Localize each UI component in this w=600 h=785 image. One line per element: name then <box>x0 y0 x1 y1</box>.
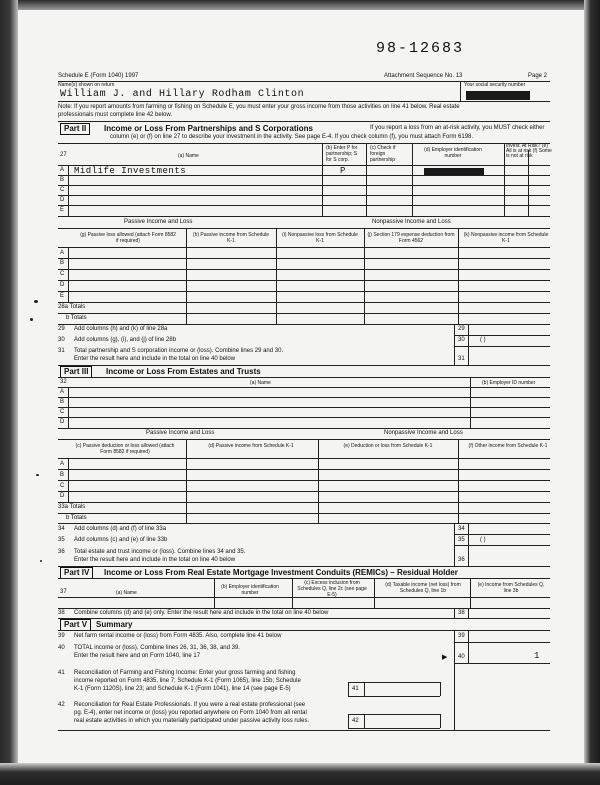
line-40-box: 40 <box>458 654 465 660</box>
part-iii-col-e: (e) Deduction or loss from Schedule K-1 <box>343 443 433 449</box>
row-letter: B <box>60 399 65 405</box>
scan-speck <box>36 474 39 476</box>
part-v-title: Summary <box>96 620 133 629</box>
row-letter: C <box>60 187 65 193</box>
line-35-box: 35 <box>458 537 465 543</box>
scan-edge-right <box>584 0 600 785</box>
line-34-num: 34 <box>58 526 65 532</box>
line-36-text-1: Total estate and trust income or (loss). Combine lines 34 and 35. <box>74 549 246 555</box>
col-i-header: (i) Nonpassive loss from Schedule K-1 <box>282 232 358 244</box>
line-32-number: 32 <box>60 379 67 385</box>
line-27-number: 27 <box>60 152 67 158</box>
line-40-arrow-icon: ▶ <box>442 654 448 661</box>
line-30-text: Add columns (g), (i), and (j) of line 28b <box>74 337 177 343</box>
line-37-number: 37 <box>60 589 67 595</box>
col-j-header: (j) Section 179 expense deduction from Form 4562 <box>367 232 455 244</box>
partnership-type-a: P <box>340 166 346 176</box>
col-a-header: (a) Name <box>178 153 199 159</box>
line-39-text: Net farm rental income or (loss) from Form 4835. Also, complete line 41 below <box>74 633 282 639</box>
part-iii-col-f: (f) Other income from Schedule K-1 <box>468 443 548 449</box>
scan-speck <box>30 318 33 321</box>
part-iii-title: Income or Loss From Estates and Trusts <box>106 367 261 376</box>
col-k-header: (k) Nonpassive income from Schedule K-1 <box>463 232 549 244</box>
scan-edge-top <box>0 0 600 10</box>
document-stamp-number: 98-12683 <box>376 40 465 57</box>
line-31-text-1: Total partnership and S corporation income or (loss). Combine lines 29 and 30. <box>74 348 284 354</box>
part-iii-label: Part III <box>60 366 92 378</box>
line-35-num: 35 <box>58 537 65 543</box>
part-iii-col-d: (d) Passive income from Schedule K-1 <box>208 443 294 449</box>
passive-header: Passive Income and Loss <box>124 219 193 225</box>
line-38-box: 38 <box>458 610 465 616</box>
part-ii-desc-1: If you report a loss from an at-risk activity, you MUST check either <box>370 125 545 131</box>
note-line-2: professionals must complete line 42 below. <box>58 112 173 118</box>
part-ii-label: Part II <box>60 123 90 135</box>
line-42-num: 42 <box>58 702 65 708</box>
part-iii-passive-header: Passive Income and Loss <box>146 430 215 436</box>
line-34-text: Add columns (d) and (f) of line 33a <box>74 526 167 532</box>
line-38-num: 38 <box>58 610 65 616</box>
line-36-text-2: Enter the result here and include in the total on line 40 below <box>74 557 236 563</box>
row-letter: D <box>60 493 65 499</box>
line-31-text-2: Enter the result here and include in the total on line 40 below <box>74 356 236 362</box>
part-iii-col-a: (a) Name <box>250 380 271 386</box>
col-h-header: (h) Passive income from Schedule K-1 <box>192 232 270 244</box>
part-iv-col-e: (e) Income from Schedules Q, line 3b <box>477 582 545 594</box>
redacted-ein <box>424 168 484 175</box>
line-33a-label: 33a Totals <box>58 504 86 510</box>
partnership-name-a: Midlife Investments <box>74 166 187 176</box>
part-ii-desc-2: column (e) or (f) on line 27 to describe your investment in the activity. See page E-4. If you check column (f), you must attach Form 6198. <box>110 134 474 140</box>
row-letter: B <box>60 260 65 266</box>
row-letter: D <box>60 282 65 288</box>
col-d-header: (d) Employer identification number <box>424 147 482 159</box>
nonpassive-header: Nonpassive Income and Loss <box>372 219 451 225</box>
line-39-num: 39 <box>58 633 65 639</box>
row-letter: B <box>60 177 65 183</box>
line-29-text: Add columns (h) and (k) of line 28a <box>74 326 168 332</box>
part-ii-title: Income or Loss From Partnerships and S Corporations <box>104 124 313 133</box>
line-34-box: 34 <box>458 526 465 532</box>
scan-speck <box>34 300 38 303</box>
row-letter: D <box>60 419 65 425</box>
row-letter: A <box>60 461 65 467</box>
row-letter: C <box>60 271 65 277</box>
line-41-text-2: income reported on Form 4835, line 7; Schedule K-1 (Form 1065), line 15b; Schedule <box>74 678 301 684</box>
line-41-num: 41 <box>58 670 65 676</box>
part-iv-col-a: (a) Name <box>116 590 137 596</box>
row-letter: B <box>60 472 65 478</box>
row-letter: A <box>60 389 65 395</box>
scan-speck <box>40 560 42 562</box>
part-iii-col-c: (c) Passive deduction or loss allowed (attach Form 8582 if required) <box>75 443 175 455</box>
line-30-num: 30 <box>58 337 65 343</box>
line-41-box: 41 <box>352 686 359 692</box>
line-35-parens: ( ) <box>480 537 486 543</box>
names-label: Name(s) shown on return <box>58 82 115 88</box>
line-33b-label: b Totals <box>66 515 87 521</box>
row-letter: C <box>60 483 65 489</box>
col-ef-header: Invest. At Risk? (e) All is at risk (f) Some is not at risk <box>506 143 552 159</box>
row-letter: D <box>60 197 65 203</box>
line-29-num: 29 <box>58 326 65 332</box>
ssn-label: Your social security number <box>464 82 526 88</box>
line-39-box: 39 <box>458 633 465 639</box>
line-40-value: 1 <box>534 651 540 661</box>
part-iv-col-b: (b) Employer identification number <box>221 584 279 596</box>
line-42-text-1: Reconciliation for Real Estate Professionals. If you were a real estate professional (see <box>74 702 306 708</box>
row-letter: A <box>60 167 65 173</box>
redacted-ssn <box>466 91 530 100</box>
col-b-header: (b) Enter P for partnership; S for S corp. <box>326 145 358 163</box>
line-31-num: 31 <box>58 348 65 354</box>
line-40-num: 40 <box>58 645 65 651</box>
line-29-box: 29 <box>458 326 465 332</box>
line-28b-label: b Totals <box>66 315 87 321</box>
line-42-text-3: real estate activities in which you materially participated under passive activity loss rules. <box>74 718 310 724</box>
line-38-text: Combine columns (d) and (e) only. Enter the result here and include in the total on line 40 below <box>74 610 329 616</box>
part-iii-col-b: (b) Employer ID number <box>482 380 536 386</box>
note-line-1: Note: If you report amounts from farming or fishing on Schedule E, you must enter your gross income from those activities on line 41 below. Real estate <box>58 104 460 110</box>
row-letter: E <box>60 293 65 299</box>
line-30-box: 30 <box>458 337 465 343</box>
part-iv-col-c: (c) Excess inclusion from Schedules Q, line 2c (see page E-5) <box>297 580 367 598</box>
part-v-label: Part V <box>60 619 91 631</box>
col-c-header: (c) Check if foreign partnership <box>370 145 396 163</box>
row-letter: A <box>60 250 65 256</box>
line-31-box: 31 <box>458 356 465 362</box>
scan-edge-left <box>0 0 18 785</box>
row-letter: C <box>60 409 65 415</box>
col-g-header: (g) Passive loss allowed (attach Form 8582 if required) <box>80 232 176 244</box>
part-iii-nonpassive-header: Nonpassive Income and Loss <box>384 430 463 436</box>
line-28a-label: 28a Totals <box>58 304 86 310</box>
line-42-box: 42 <box>352 718 359 724</box>
part-iv-label: Part IV <box>60 567 93 579</box>
line-41-text-3: K-1 (Form 1120S), line 23; and Schedule K-1 (Form 1041), line 14 (see page E-5) <box>74 686 291 692</box>
part-iv-col-d: (d) Taxable income (net loss) from Schedules Q, line 1b <box>385 582 461 594</box>
scan-edge-bottom <box>0 763 600 785</box>
row-letter: E <box>60 207 65 213</box>
line-42-text-2: pg. E-4), enter net income or (loss) you reported anywhere on Form 1040 from all rental <box>74 710 307 716</box>
line-36-num: 36 <box>58 549 65 555</box>
line-36-box: 36 <box>458 557 465 563</box>
line-41-text-1: Reconciliation of Farming and Fishing Income: Enter your gross farming and fishing <box>74 670 296 676</box>
line-30-parens: ( ) <box>480 337 486 343</box>
attachment-sequence: Attachment Sequence No. 13 <box>384 73 463 79</box>
line-40-text-2: Enter the result here and on Form 1040, line 17 <box>74 653 201 659</box>
form-name: Schedule E (Form 1040) 1997 <box>58 73 139 79</box>
taxpayer-names: William J. and Hillary Rodham Clinton <box>60 89 305 100</box>
page-number: Page 2 <box>528 73 548 79</box>
part-iv-title: Income or Loss From Real Estate Mortgage Investment Conduits (REMICs) – Residual Holder <box>104 568 458 577</box>
line-40-text-1: TOTAL income or (loss). Combine lines 26, 31, 36, 38, and 39. <box>74 645 240 651</box>
line-35-text: Add columns (c) and (e) of line 33b <box>74 537 168 543</box>
